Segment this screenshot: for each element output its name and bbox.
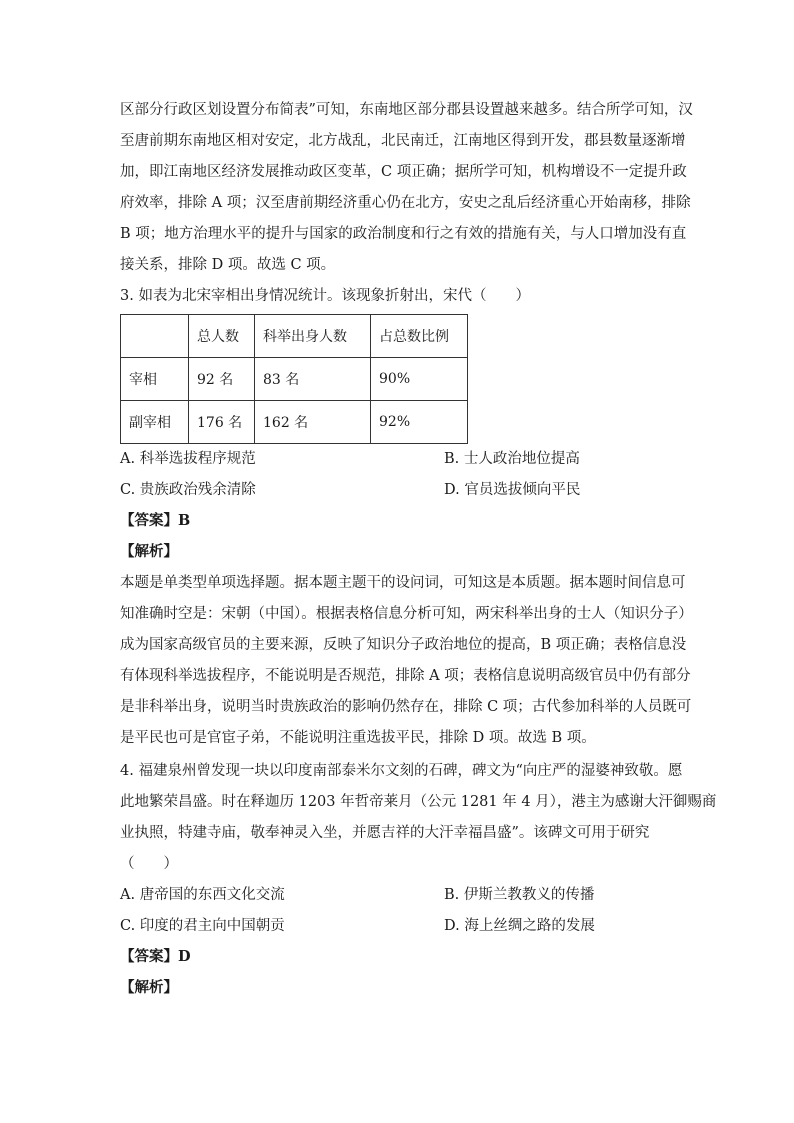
table-row bbox=[121, 401, 468, 444]
paragraph-line: 接关系，排除 D 项。故选 C 项。 bbox=[120, 257, 336, 273]
q4-option-a: A. 唐帝国的东西文化交流 bbox=[120, 887, 285, 903]
analysis-line: 是非科举出身，说明当时贵族政治的影响仍然存在，排除 C 项；古代参加科举的人员既可 bbox=[120, 699, 692, 715]
paragraph-line: 府效率，排除 A 项；汉至唐前期经济重心仍在北方，安史之乱后经济重心开始南移，排除 bbox=[120, 195, 691, 211]
q3-answer: 【答案】B bbox=[120, 512, 191, 529]
q4-analysis-label: 【解析】 bbox=[120, 979, 178, 996]
question-4-stem-line: （ ） bbox=[120, 856, 178, 872]
table-cell: 83 名 bbox=[255, 358, 371, 401]
analysis-line: 知准确时空是：宋朝（中国）。根据表格信息分析可知，两宋科举出身的士人（知识分子） bbox=[120, 606, 693, 622]
question-4-stem-line: 业执照，特建寺庙，敬奉神灵入坐，并愿吉祥的大汗幸福昌盛”。该碑文可用于研究 bbox=[120, 825, 650, 841]
table-cell: 副宰相 bbox=[121, 401, 189, 444]
analysis-line: 有体现科举选拔程序，不能说明是否规范，排除 A 项；表格信息说明高级官员中仍有部分 bbox=[120, 668, 691, 684]
table-header-cell: 占总数比例 bbox=[371, 315, 468, 358]
q4-option-c: C. 印度的君主向中国朝贡 bbox=[120, 918, 285, 934]
paragraph-line: 加，即江南地区经济发展推动政区变革，C 项正确；据所学可知，机构增设不一定提升政 bbox=[120, 164, 687, 180]
q3-option-b: B. 士人政治地位提高 bbox=[444, 451, 580, 467]
table-header-cell: 科举出身人数 bbox=[255, 315, 371, 358]
analysis-line: 是平民也可是官宦子弟，不能说明注重选拔平民，排除 D 项。故选 B 项。 bbox=[120, 730, 596, 746]
table-cell: 92 名 bbox=[189, 358, 255, 401]
q3-analysis-label: 【解析】 bbox=[120, 543, 178, 560]
q3-option-a: A. 科举选拔程序规范 bbox=[120, 451, 256, 467]
q3-option-d: D. 官员选拔倾向平民 bbox=[444, 482, 581, 498]
table-cell: 176 名 bbox=[189, 401, 255, 444]
table-cell: 宰相 bbox=[121, 358, 189, 401]
table-cell: 92% bbox=[371, 401, 468, 444]
question-3-stem: 3. 如表为北宋宰相出身情况统计。该现象折射出，宋代（ ） bbox=[120, 288, 530, 304]
table-header-cell: 总人数 bbox=[189, 315, 255, 358]
paragraph-line: B 项；地方治理水平的提升与国家的政治制度和行之有效的措施有关，与人口增加没有直 bbox=[120, 226, 687, 242]
q4-option-d: D. 海上丝绸之路的发展 bbox=[444, 918, 595, 934]
question-4-stem-line: 4. 福建泉州曾发现一块以印度南部泰米尔文刻的石碑，碑文为“向庄严的湿婆神致敬。愿 bbox=[120, 763, 683, 779]
table-header-row bbox=[121, 315, 468, 358]
q3-option-c: C. 贵族政治残余清除 bbox=[120, 482, 256, 498]
prime-minister-table bbox=[120, 314, 468, 444]
table-cell: 90% bbox=[371, 358, 468, 401]
question-4-stem-line: 此地繁荣昌盛。时在释迦历 1203 年哲帝莱月（公元 1281 年 4 月），港主为感谢大汗御赐商 bbox=[120, 794, 717, 810]
analysis-line: 本题是单类型单项选择题。据本题主题干的设问词，可知这是本质题。据本题时间信息可 bbox=[120, 575, 686, 591]
table-header-cell bbox=[121, 315, 189, 358]
q4-option-b: B. 伊斯兰教教义的传播 bbox=[444, 887, 595, 903]
q4-answer: 【答案】D bbox=[120, 948, 191, 965]
analysis-line: 成为国家高级官员的主要来源，反映了知识分子政治地位的提高，B 项正确；表格信息没 bbox=[120, 637, 687, 653]
table-row bbox=[121, 358, 468, 401]
paragraph-line: 区部分行政区划设置分布简表”可知，东南地区部分郡县设置越来越多。结合所学可知，汉 bbox=[120, 102, 693, 118]
table-cell: 162 名 bbox=[255, 401, 371, 444]
paragraph-line: 至唐前期东南地区相对安定，北方战乱，北民南迁，江南地区得到开发，郡县数量逐渐增 bbox=[120, 133, 686, 149]
